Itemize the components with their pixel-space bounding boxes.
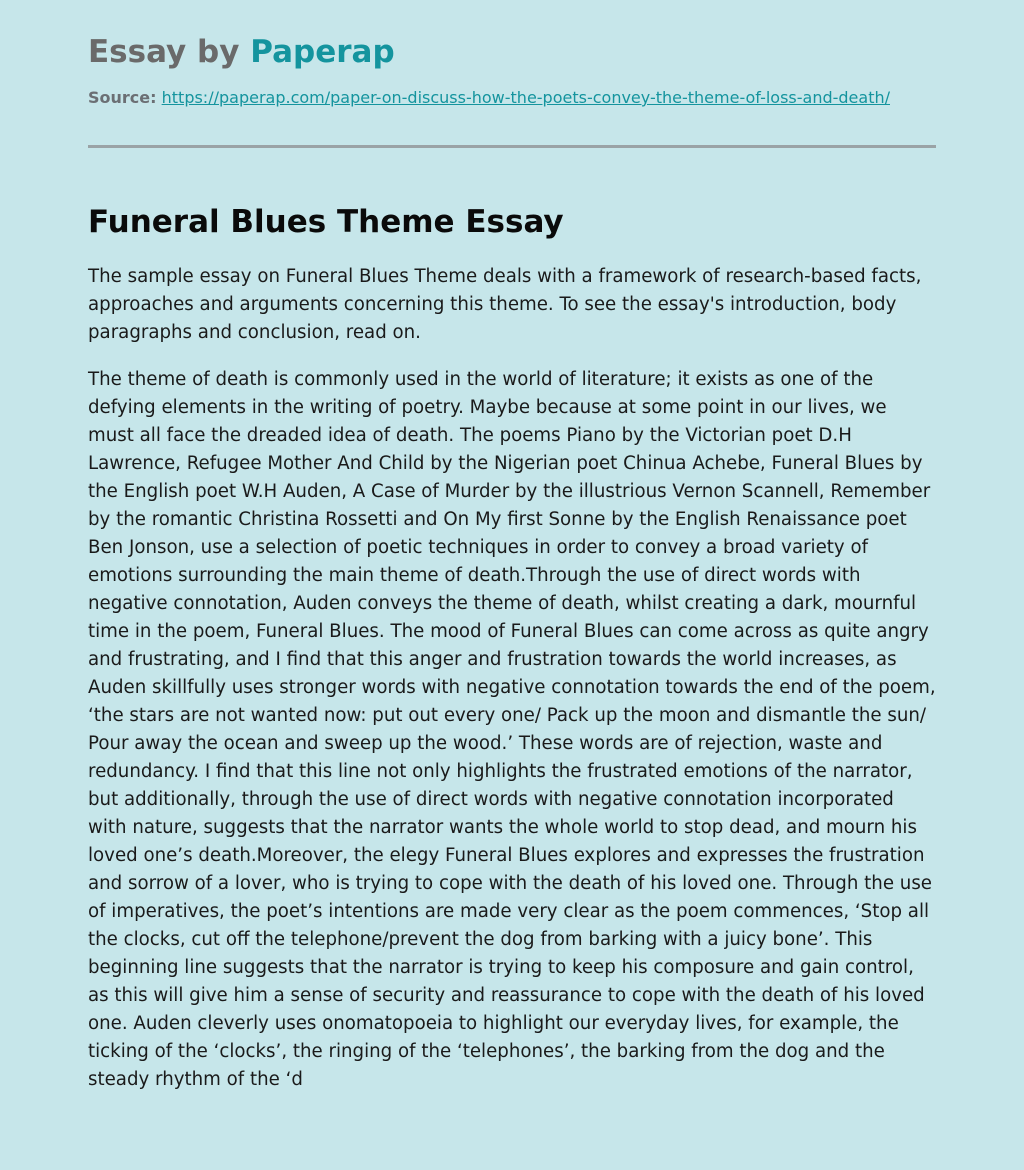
source-label: Source:	[88, 88, 157, 107]
essay-intro: The sample essay on Funeral Blues Theme deals with a framework of research-based facts, approaches and arguments concerning this theme. To see the essay's introduction, body paragraphs and conclusion, read on.	[88, 266, 922, 343]
essay-title: Funeral Blues Theme Essay	[88, 204, 564, 240]
essay-body: The theme of death is commonly used in the world of literature; it exists as one of the defying elements in the writing of poetry. Maybe because at some point in our lives, we must all face the dreaded idea of death. The poems Piano by the Victorian poet D.H Lawrence, Refugee Mother And Child by the Nigerian poet Chinua Achebe, Funeral Blues by the English poet W.H Auden, A Case of Murder by the illustrious Vernon Scannell, Remember by the romantic Christina Rossetti and On My first Sonne by the English Renaissance poet Ben Jonson, use a selection of poetic techniques in order to convey a broad variety of emotions surrounding the main theme of death.Through the use of direct words with negative connotation, Auden conveys the theme of death, whilst creating a dark, mournful time in the poem, Funeral Blues. The mood of Funeral Blues can come across as quite angry and frustrating, and I find that this anger and frustration towards the world increases, as Auden skillfully uses stronger words with negative connotation towards the end of the poem, ‘the stars are not wanted now: put out every one/ Pack up the moon and dismantle the sun/ Pour away the ocean and sweep up the wood.’ These words are of rejection, waste and redundancy. I find that this line not only highlights the frustrated emotions of the narrator, but additionally, through the use of direct words with negative connotation incorporated with nature, suggests that the narrator wants the whole world to stop dead, and mourn his loved one’s death.Moreover, the elegy Funeral Blues explores and expresses the frustration and sorrow of a lover, who is trying to cope with the death of his loved one. Through the use of imperatives, the poet’s intentions are made very clear as the poem commences, ‘Stop all the clocks, cut off the telephone/prevent the dog from barking with a juicy bone’. This beginning line suggests that the narrator is trying to keep his composure and gain control, as this will give him a sense of security and reassurance to cope with the death of his loved one. Auden cleverly uses onomatopoeia to highlight our everyday lives, for example, the ticking of the ‘clocks’, the ringing of the ‘telephones’, the barking from the dog and the steady rhythm of the ‘d	[88, 369, 936, 1090]
brand-name[interactable]: Paperap	[250, 34, 395, 70]
brand-prefix: Essay by	[88, 34, 251, 70]
source-link[interactable]: https://paperap.com/paper-on-discuss-how-the-poets-convey-the-theme-of-loss-and-death/	[161, 88, 890, 107]
header-divider	[88, 145, 936, 148]
source-line	[88, 88, 936, 107]
site-brand	[88, 30, 936, 74]
page-header	[88, 30, 936, 107]
